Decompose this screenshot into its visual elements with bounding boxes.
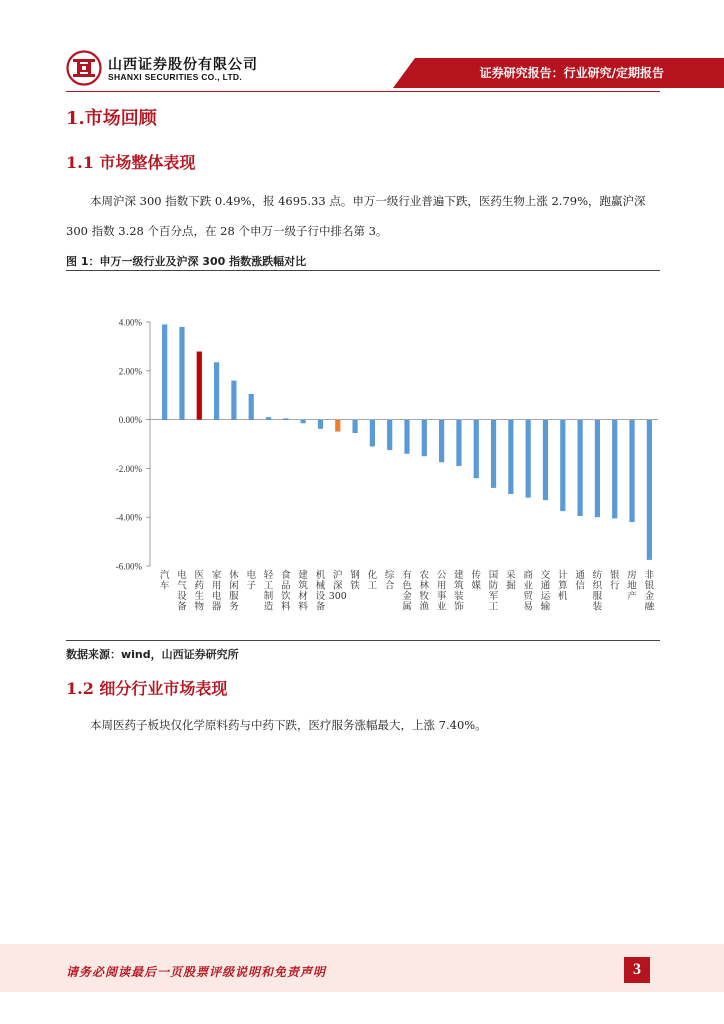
bar-纺织服装 [595,420,600,518]
x-tick-label: 建筑材料 [298,570,308,613]
x-tick-label: 传媒 [471,570,481,592]
subsection-heading: 1.1 市场整体表现 [66,153,196,172]
bar-休闲服务 [231,381,236,420]
x-tick-label: 农林牧渔 [419,570,430,613]
x-tick-label: 汽车 [159,570,170,592]
y-tick-label: -2.00% [115,463,142,474]
page-number: 3 [624,957,650,983]
x-tick-label: 计算机 [558,570,568,602]
bar-有色金属 [404,420,409,454]
subsection-heading-2: 1.2 细分行业市场表现 [66,679,228,698]
bar-钢铁 [352,420,357,433]
bar-非银金融 [647,420,652,560]
bar-沪深300 [335,420,340,432]
x-tick-label: 纺织服装 [592,570,603,613]
figure-bottom-rule [66,640,660,641]
section-heading: 1.市场回顾 [66,108,157,129]
x-tick-label: 医药生物 [194,570,205,613]
y-tick-label: 0.00% [118,415,142,426]
bar-通信 [578,420,583,516]
company-name-cn: 山西证券股份有限公司 [108,57,258,73]
bar-电气设备 [179,327,184,420]
bar-商业贸易 [526,420,531,498]
figure-top-rule [66,270,660,271]
x-tick-label: 沪深 300 [328,570,347,602]
bar-汽车 [162,324,167,419]
report-type-banner: 证券研究报告：行业研究/定期报告 [415,58,724,88]
bar-采掘 [508,420,513,494]
x-tick-label: 建筑装饰 [454,570,464,613]
industry-return-bar-chart [66,272,660,640]
x-tick-label: 食品饮料 [281,570,291,613]
data-source-note: 数据来源：wind，山西证券研究所 [66,648,239,661]
bar-公用事业 [439,420,444,463]
x-tick-label: 电子 [246,570,256,592]
bar-房地产 [629,420,634,522]
bar-化工 [370,420,375,447]
x-tick-label: 家用电器 [211,570,222,613]
bar-农林牧渔 [422,420,427,457]
bar-交通运输 [543,420,548,501]
bar-家用电器 [214,362,219,419]
bar-综合 [387,420,392,451]
x-tick-label: 钢铁 [350,570,360,592]
bar-国防军工 [491,420,496,488]
y-tick-label: -6.00% [115,561,142,572]
market-overview-paragraph [66,186,660,246]
x-tick-label: 综合 [384,570,395,592]
bar-传媒 [474,420,479,479]
y-tick-label: -4.00% [115,512,142,523]
bar-建筑材料 [301,420,306,424]
x-tick-label: 房地产 [627,570,637,602]
bar-食品饮料 [283,418,288,419]
disclaimer-notice: 请务必阅读最后一页股票评级说明和免责声明 [66,965,327,979]
x-tick-label: 商业贸易 [523,570,533,613]
x-tick-label: 银行 [609,570,620,592]
bar-建筑装饰 [456,420,461,466]
company-name-en: SHANXI SECURITIES CO., LTD. [108,72,243,82]
market-overview-text: 本周沪深 300 指数下跌 0.49%，报 4695.33 点。申万一级行业普遍下跌，医药生物上涨 2.79%，跑赢沪深 300 指数 3.28 个百分点，在 28 个申万一级子行中排名第 3。 [66,194,646,238]
x-tick-label: 交通运输 [540,570,551,613]
segment-performance-paragraph [66,710,660,740]
header-divider [66,91,660,92]
x-tick-label: 休闲服务 [229,570,239,613]
x-tick-label: 化工 [367,570,378,592]
x-tick-label: 采掘 [506,570,516,592]
figure-caption: 图 1：申万一级行业及沪深 300 指数涨跌幅对比 [66,255,307,268]
bar-银行 [612,420,617,519]
x-tick-label: 轻工制造 [263,570,274,613]
x-tick-label: 国防军工 [488,570,499,613]
bar-电子 [249,394,254,420]
y-tick-label: 4.00% [118,317,142,328]
x-tick-label: 有色金属 [402,570,412,613]
company-logo-icon [66,50,102,86]
y-tick-label: 2.00% [118,366,142,377]
page-header [0,0,724,100]
x-tick-label: 机械设备 [315,570,326,613]
bar-计算机 [560,420,565,512]
segment-performance-text: 本周医药子板块仅化学原料药与中药下跌，医疗服务涨幅最大，上涨 7.40%。 [90,718,487,732]
chart-bars [162,324,652,559]
x-tick-label: 公用事业 [436,570,447,613]
x-tick-label: 非银金融 [644,570,655,613]
bar-机械设备 [318,420,323,429]
x-tick-label: 通信 [575,570,585,592]
bar-轻工制造 [266,417,271,419]
chart-category-labels [160,569,655,613]
x-tick-label: 电气设备 [177,570,187,613]
bar-医药生物 [197,352,202,420]
